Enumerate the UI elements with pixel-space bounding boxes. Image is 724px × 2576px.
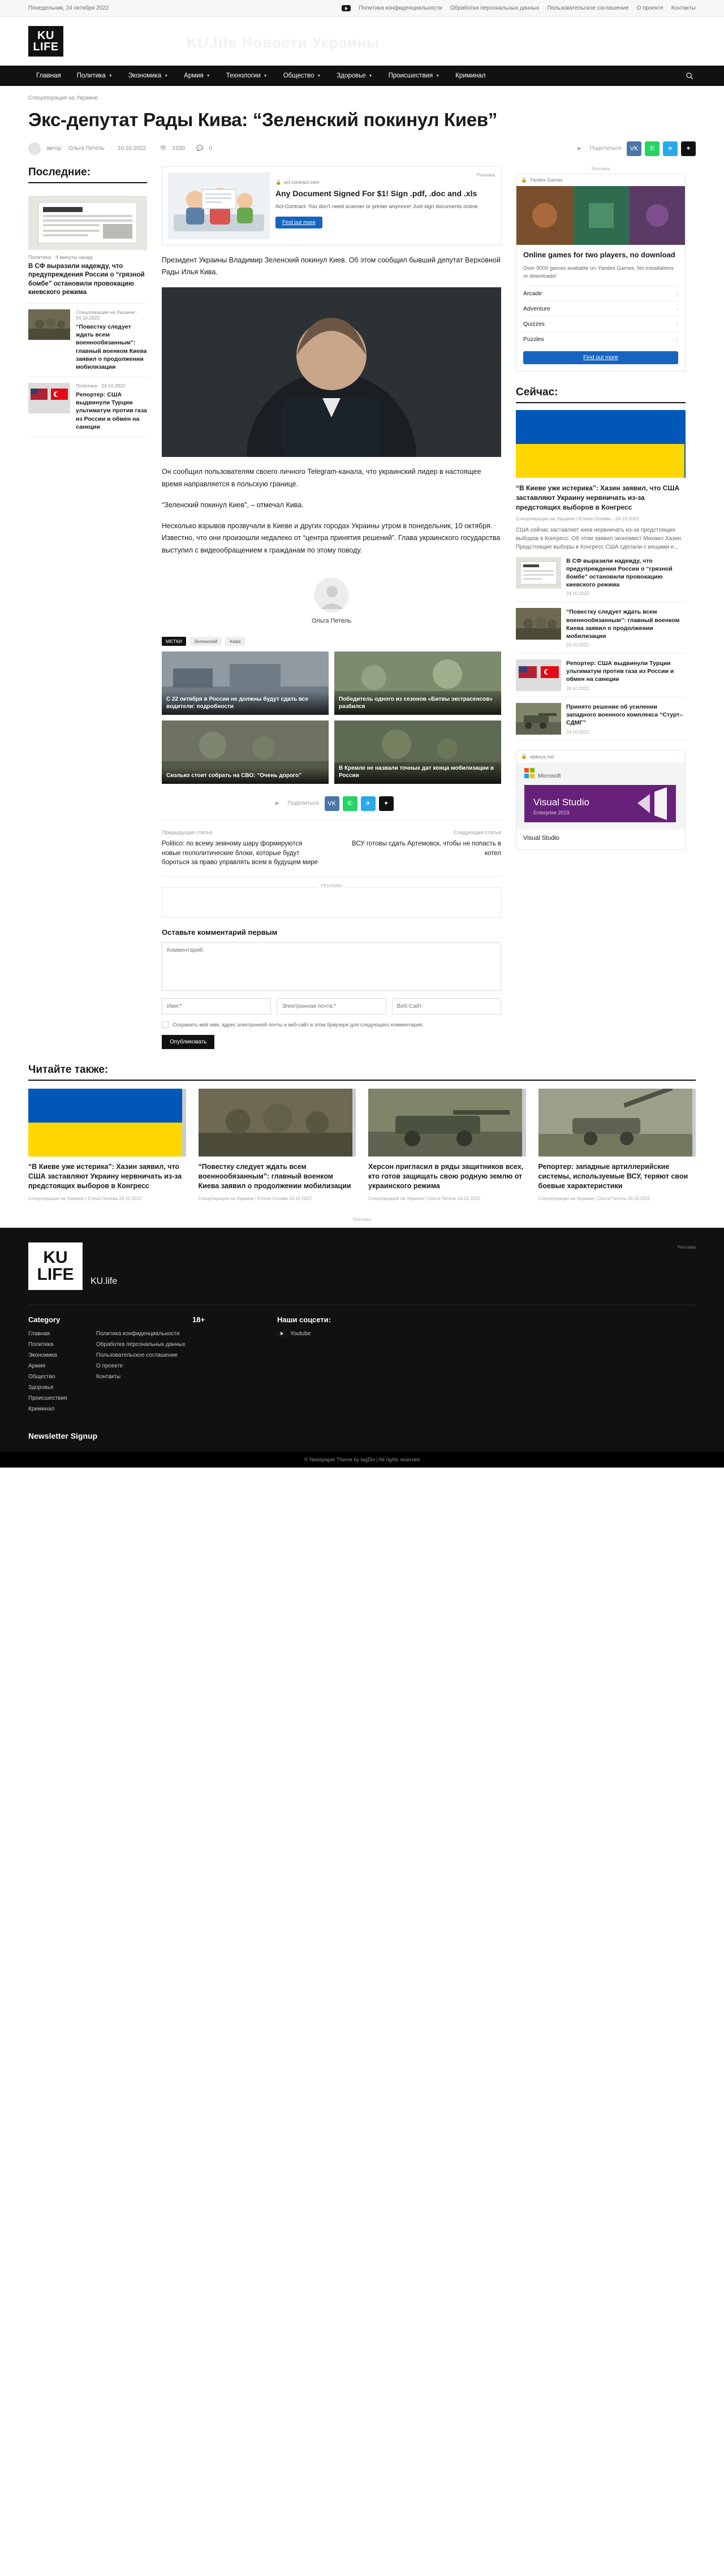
footer-social-column xyxy=(277,1315,696,1417)
site-footer xyxy=(0,1228,724,1452)
list-item[interactable] xyxy=(516,602,686,654)
nav-label: Технологии xyxy=(226,72,261,79)
ad-source xyxy=(275,179,495,185)
previous-label: Предыдущая статья xyxy=(162,829,213,836)
read-also-card[interactable] xyxy=(538,1089,696,1202)
next-title[interactable]: ВСУ готовы сдать Артемовск, чтобы не попасть в котел xyxy=(352,840,501,857)
footer-logo[interactable] xyxy=(28,1242,83,1290)
ad-source-domain: act-contract.com xyxy=(283,179,320,185)
logo-line-2: LIFE xyxy=(33,41,59,53)
topbar-link-personal-data[interactable]: Обработка персональных данных xyxy=(450,5,540,11)
ad-label: Реклама xyxy=(476,172,495,178)
chevron-right-icon: › xyxy=(676,336,678,343)
list-item-meta: 24.10.2022 xyxy=(566,642,589,648)
list-item[interactable] xyxy=(28,304,147,377)
footer-link-army[interactable]: Армия xyxy=(28,1362,46,1369)
ad-slot xyxy=(162,883,501,918)
nav-label: Политика xyxy=(76,72,106,79)
view-count: 1030 xyxy=(172,145,186,152)
nav-label: Главная xyxy=(36,72,61,79)
chevron-right-icon: › xyxy=(676,291,678,297)
footer-link-terms[interactable]: Пользовательское соглашение xyxy=(96,1352,178,1358)
age-rating: 18+ xyxy=(192,1315,205,1324)
now-heading: Сейчас: xyxy=(516,386,686,403)
related-card[interactable] xyxy=(162,720,329,784)
svg-text:Microsoft: Microsoft xyxy=(538,773,561,780)
thumbnail-tank xyxy=(516,703,561,735)
ad-title[interactable]: Any Document Signed For $1! Sign .pdf, .doc and .xls xyxy=(275,188,477,198)
topbar-link-contacts[interactable]: Контакты xyxy=(671,5,696,11)
youtube-icon[interactable] xyxy=(342,5,351,11)
chevron-down-icon: ▼ xyxy=(317,74,321,78)
search-icon[interactable] xyxy=(686,72,696,80)
nav-item-army[interactable] xyxy=(176,66,218,86)
nav-item-crime[interactable] xyxy=(447,66,493,86)
footer-category-column xyxy=(28,1315,96,1417)
ad-title[interactable]: Visual Studio xyxy=(523,835,560,842)
article-paragraph: Несколько взрывов прозвучали в Киеве и других городах Украины утром в понедельник, 10 октября. Известно, что они произошли недалеко от “центра принятия решений”. Глава украинского государства выступил с видеообращением к гражданам по этому поводу. xyxy=(162,522,501,554)
telegram-icon[interactable]: ✈ xyxy=(361,796,376,811)
ad-source-name: Yandex Games xyxy=(529,177,563,183)
nav-item-economics[interactable] xyxy=(120,66,176,86)
footer-link-contacts[interactable]: Контакты xyxy=(96,1373,121,1380)
comments-heading: Оставьте комментарий первым xyxy=(162,927,278,937)
list-item[interactable] xyxy=(516,654,686,697)
read-also-meta: Спецоперация на Украине | Ольга Петель 24.10.2022 xyxy=(538,1196,650,1201)
footer-link-health[interactable]: Здоровье xyxy=(28,1384,54,1391)
read-also-card[interactable] xyxy=(28,1089,186,1202)
chevron-down-icon: ▼ xyxy=(108,74,113,78)
nav-item-society[interactable] xyxy=(275,66,329,86)
right-sidebar xyxy=(516,166,686,850)
footer-legal-column xyxy=(96,1315,192,1417)
save-info-row xyxy=(162,1021,501,1028)
comment-name-field[interactable] xyxy=(162,998,271,1015)
chevron-down-icon: ▼ xyxy=(164,74,169,78)
vk-icon[interactable]: VK xyxy=(325,796,339,811)
list-item-category[interactable]: Политика · 4 минуты назад xyxy=(28,254,93,260)
svg-text:Enterprise 2019: Enterprise 2019 xyxy=(533,810,570,816)
logo-line-1: KU xyxy=(37,29,54,42)
tags-label: МЕТКИ xyxy=(162,637,186,646)
nav-item-incidents[interactable] xyxy=(381,66,448,86)
nav-label: Здоровье xyxy=(337,72,366,79)
list-item-title[interactable]: Репортер: США выдвинули Турции ультиматум против газа из России и обмен на санкции xyxy=(76,391,147,430)
lock-icon: 🔒 xyxy=(521,176,527,183)
now-featured-meta: Спецоперация на Украине | Елена Осеева - 24.10.2022 xyxy=(516,515,640,521)
comment-icon: 💬 xyxy=(196,145,204,152)
ad-illustration xyxy=(168,172,270,239)
ad-menu-item-quizzes[interactable] xyxy=(523,316,678,331)
previous-article[interactable] xyxy=(162,830,331,868)
article-paragraph: Он сообщил пользователям своего личного Telegram-канала, что украинский лидер в настоящее время направляется в польскую границе. xyxy=(162,468,481,488)
related-cards-grid xyxy=(162,651,501,784)
avatar xyxy=(314,578,348,612)
read-also-card[interactable] xyxy=(199,1089,356,1202)
read-also-title[interactable]: Репортер: западные артиллерийские системы, используемые ВСУ, теряют свои боевые характеристики xyxy=(538,1162,688,1190)
telegram-icon[interactable]: ✈ xyxy=(663,141,678,156)
related-card-title: С 22 октября в России не должны будут сдать все водители: подробности xyxy=(162,691,329,715)
thumbnail-soldiers xyxy=(199,1089,356,1157)
more-icon[interactable]: ✦ xyxy=(379,796,394,811)
next-article[interactable] xyxy=(331,830,501,868)
menu-label: Arcade xyxy=(523,290,542,297)
nav-label: Армия xyxy=(184,72,204,79)
ad-source xyxy=(516,174,685,186)
read-also-card[interactable] xyxy=(368,1089,526,1202)
read-also-meta: Спецоперация на Украине | Елена Осеева 24.10.2022 xyxy=(28,1196,142,1201)
ad-menu-item-adventure[interactable] xyxy=(523,301,678,316)
site-header xyxy=(0,17,724,66)
nav-item-home[interactable] xyxy=(28,66,69,86)
article-byline xyxy=(28,141,696,156)
ad-source xyxy=(516,750,685,762)
svg-text:Visual Studio: Visual Studio xyxy=(533,797,589,808)
chevron-right-icon: › xyxy=(676,306,678,312)
ad-cta-button[interactable]: Find out more xyxy=(275,217,322,228)
ad-description: Over 9000 games available on Yandex Games. No installations or downloads! xyxy=(523,265,674,279)
list-item-title[interactable]: В СФ выразили надежду, что предупреждения России о “грязной бомбе” остановили провокацию киевского режима xyxy=(28,262,145,296)
read-also-title[interactable]: Херсон пригласил в ряды защитников всех, кто готов защищать свою родную землю от украинского режима xyxy=(368,1162,524,1190)
footer-copyright: © Newspaper Theme by tagDiv | All rights reserved xyxy=(0,1452,724,1468)
list-item-category[interactable]: Спецоперация на Украине · 24.10.2022 xyxy=(76,309,138,321)
article-body xyxy=(162,166,501,1049)
tag-item[interactable]: Кива xyxy=(225,637,245,646)
comment-website-field[interactable] xyxy=(392,998,501,1015)
nav-item-technology[interactable] xyxy=(218,66,275,86)
footer-ad-label: Реклама xyxy=(677,1244,696,1250)
lock-icon: 🔒 xyxy=(521,753,527,760)
thumbnail-newspaper xyxy=(28,196,147,250)
nav-item-politics[interactable] xyxy=(69,66,120,86)
site-logo[interactable] xyxy=(28,26,63,57)
thumbnail-soldiers xyxy=(516,608,561,640)
top-bar-links xyxy=(342,5,696,11)
menu-label: Puzzles xyxy=(523,336,544,343)
widget-ad-label: Реклама xyxy=(591,166,610,171)
youtube-icon xyxy=(277,1331,286,1337)
list-item-title[interactable]: “Повестку следует ждать всем военнообязанным”: главный военком Киева заявил о продолжении мобилизации xyxy=(566,609,680,640)
comment-email-field[interactable] xyxy=(277,998,386,1015)
read-also-title[interactable]: “В Киеве уже истерика”: Хазин заявил, что США заставляют Украину нервничать из-за предстоящих выборов в Конгресс xyxy=(28,1162,182,1190)
topbar-link-terms[interactable]: Пользовательское соглашение xyxy=(547,5,629,11)
footer-logo-line-2: LIFE xyxy=(37,1265,74,1284)
article-paragraph: “Зеленский покинул Киев”, – отмечал Кива. xyxy=(162,500,304,509)
list-item-meta: 24.10.2022 xyxy=(566,591,589,597)
nav-item-health[interactable] xyxy=(329,66,380,86)
read-also-heading: Читайте также: xyxy=(28,1064,696,1081)
previous-title[interactable]: Politico: по всему земному шару формируются новые геополитические блоки, которые будут бороться за право управлять всем в будущем мире xyxy=(162,840,318,866)
thumbnail-soldiers xyxy=(28,309,70,340)
thumbnail-ukraine-flag xyxy=(516,410,686,478)
share-icon[interactable]: ➤ xyxy=(572,141,587,156)
ad-title[interactable]: Online games for two players, no download xyxy=(523,250,675,259)
list-item[interactable] xyxy=(28,377,147,437)
footer-site-name: KU.life xyxy=(90,1276,118,1286)
submit-comment-button[interactable]: Опубликовать xyxy=(162,1035,214,1049)
chevron-down-icon: ▼ xyxy=(206,74,210,78)
thumbnail-ukraine-flag xyxy=(28,1089,186,1157)
top-bar xyxy=(0,0,724,17)
footer-category-heading: Category xyxy=(28,1315,61,1324)
nav-label: Происшествия xyxy=(388,72,433,79)
save-info-label: Сохранить моё имя, адрес электронной почты и веб-сайт в этом браузере для следующего комментария. xyxy=(173,1021,424,1028)
header-watermark: KU.life Новости Украины xyxy=(187,34,380,51)
list-item-title[interactable]: Принято решение об усилении западного военного комплекса “Стурт–СДМГ” xyxy=(566,704,683,727)
list-item-category[interactable]: Политика · 24.10.2022 xyxy=(76,383,126,389)
footer-logo-line-1: KU xyxy=(43,1248,68,1267)
article-paragraph: Президент Украины Владимир Зеленский покинул Киев. Об этом сообщил бывший депутат Верховной Рады Илья Кива. xyxy=(162,256,501,277)
nav-label: Экономика xyxy=(128,72,162,79)
now-featured[interactable] xyxy=(516,410,686,551)
ad-source-domain: vipkeys.net xyxy=(529,753,554,760)
chevron-down-icon: ▼ xyxy=(368,74,373,78)
divider: - xyxy=(110,145,113,152)
topbar-link-privacy[interactable]: Политика конфиденциальности xyxy=(359,5,442,11)
list-item-title[interactable]: “Повестку следует ждать всем военнообязанным”: главный военком Киева заявил о продолжении мобилизации xyxy=(76,323,147,370)
bottom-ad-label: Реклама xyxy=(352,1216,372,1222)
publish-date: 10.10.2022 xyxy=(118,145,146,152)
list-item-meta: 24.10.2022 xyxy=(566,729,589,735)
author-name[interactable]: Ольга Петель xyxy=(68,145,105,152)
ad-menu-item-arcade[interactable] xyxy=(523,286,678,301)
page-title: Экс-депутат Рады Кива: “Зеленский покинул Киев” xyxy=(28,109,498,130)
thumbnail-flags xyxy=(28,383,70,413)
comment-count: 0 xyxy=(209,145,213,152)
share-label: Поделиться xyxy=(589,145,621,152)
ad-banner-image xyxy=(516,186,685,245)
ad-description: Act-Contract: You don’t need scanner or printer anymore! Just sign documents online. xyxy=(275,204,480,210)
comment-textarea[interactable] xyxy=(162,942,501,991)
ad-slot-label: РЕКЛАМА xyxy=(317,883,346,888)
whatsapp-icon[interactable]: ✆ xyxy=(343,796,357,811)
menu-label: Adventure xyxy=(523,305,550,313)
related-card-title: В Кремле не назвали точных дат конца мобилизации в России xyxy=(334,760,501,784)
now-featured-excerpt: США сейчас заставляет киев нервничать из-за предстоящих выборов в Конгресс. Об этом заявил экономист Михаил Хазин. Предстоящие выборы в Конгресс США сделали с вещами и... xyxy=(516,527,683,550)
related-card-title: Сколько стоит собрать на СВО: “Очень дорого” xyxy=(162,767,329,784)
menu-label: Quizzes xyxy=(523,321,545,328)
eye-icon: 👁 xyxy=(160,145,167,152)
read-also-meta: Спецоперация на Украине | Ольга Петель 24.10.2022 xyxy=(368,1196,481,1201)
tag-item[interactable]: Зеленский xyxy=(189,637,222,646)
chevron-down-icon: ▼ xyxy=(436,74,440,78)
vk-icon[interactable]: VK xyxy=(627,141,641,156)
footer-link-politics[interactable]: Политика xyxy=(28,1341,54,1348)
thumbnail-politics xyxy=(516,557,561,589)
whatsapp-icon[interactable]: ✆ xyxy=(645,141,660,156)
latest-heading: Последние: xyxy=(28,166,147,183)
chevron-down-icon: ▼ xyxy=(263,74,268,78)
ad-banner-image xyxy=(516,762,685,829)
nav-list xyxy=(28,66,493,86)
footer-age-column xyxy=(192,1315,277,1417)
bottom-share-bar xyxy=(162,796,501,811)
breadcrumb[interactable]: Спецоперация на Украине xyxy=(28,95,98,101)
footer-link-society[interactable]: Общество xyxy=(28,1373,55,1380)
visual-studio-ad[interactable] xyxy=(516,750,686,850)
read-also-meta: Спецоперация на Украине | Елена Осеева 24.10.2022 xyxy=(198,1196,312,1201)
footer-social-heading: Наши соцсети: xyxy=(277,1315,331,1324)
tag-list xyxy=(162,637,501,646)
nav-label: Общество xyxy=(283,72,314,79)
next-label: Следующая статья xyxy=(453,829,501,836)
read-also-title[interactable]: “Повестку следует ждать всем военнообязанным”: главный военком Киева заявил о продолжении мобилизации xyxy=(198,1162,351,1190)
list-item-meta: 24.10.2022 xyxy=(566,685,589,691)
author-card-name[interactable]: Ольга Петель xyxy=(311,617,351,624)
author-label: автор: xyxy=(46,145,63,152)
author-card xyxy=(162,566,501,628)
list-item[interactable] xyxy=(516,551,686,603)
footer-link-crime[interactable]: Криминал xyxy=(28,1405,55,1412)
thumbnail-artillery xyxy=(538,1089,696,1157)
footer-link-privacy[interactable]: Политика конфиденциальности xyxy=(96,1330,180,1337)
footer-link-incidents[interactable]: Происшествия xyxy=(28,1395,67,1401)
ad-menu-item-puzzles[interactable] xyxy=(523,331,678,347)
related-card[interactable] xyxy=(162,651,329,715)
related-card[interactable] xyxy=(334,651,501,715)
now-featured-title[interactable]: “В Киеве уже истерика”: Хазин заявил, что США заставляют Украину нервничать из-за предстоящих выборов в Конгресс xyxy=(516,484,680,511)
related-card-title: Победитель одного из сезонов «Битвы экстрасенсов» разбился xyxy=(334,691,501,715)
list-item-title[interactable]: Репортер: США выдвинули Турции ультиматум против газа из России и обмен на санкции xyxy=(566,660,674,683)
avatar xyxy=(28,143,41,155)
share-icon[interactable]: ➤ xyxy=(269,796,284,811)
list-item-title[interactable]: В СФ выразили надежду, что предупреждения России о “грязной бомбе” остановили провокацию киевского режима xyxy=(566,557,673,589)
topbar-link-about[interactable]: О проекте xyxy=(636,5,663,11)
article-hero-image xyxy=(162,287,501,457)
ad-cta-button[interactable]: Find out more xyxy=(523,351,678,364)
nav-label: Криминал xyxy=(455,72,486,79)
inline-advertisement[interactable] xyxy=(162,166,501,245)
chevron-right-icon: › xyxy=(676,321,678,327)
prev-next-nav xyxy=(162,820,501,877)
read-also-section xyxy=(28,1064,696,1202)
footer-legal-spacer xyxy=(96,1315,192,1324)
save-info-checkbox[interactable] xyxy=(162,1021,169,1028)
lock-icon: 🔒 xyxy=(275,179,282,185)
latest-sidebar xyxy=(28,166,147,437)
share-bar xyxy=(572,141,696,156)
footer-link-about[interactable]: О проекте xyxy=(96,1362,123,1369)
footer-link-economics[interactable]: Экономика xyxy=(28,1352,57,1358)
footer-social-youtube[interactable] xyxy=(277,1331,696,1337)
current-date: Понедельник, 24 октября 2022 xyxy=(28,5,109,11)
main-navigation xyxy=(0,66,724,86)
more-icon[interactable]: ✦ xyxy=(681,141,696,156)
list-item[interactable] xyxy=(28,190,147,304)
comment-fields-row xyxy=(162,998,501,1015)
share-label: Поделиться xyxy=(287,800,319,807)
newsletter-heading: Newsletter Signup xyxy=(28,1431,98,1440)
list-item[interactable] xyxy=(516,697,686,741)
thumbnail-tank xyxy=(368,1089,526,1157)
footer-social-label: Youtube xyxy=(290,1330,311,1337)
yandex-games-ad[interactable] xyxy=(516,174,686,372)
related-card[interactable] xyxy=(334,720,501,784)
thumbnail-flags xyxy=(516,659,561,691)
footer-link-home[interactable]: Главная xyxy=(28,1330,50,1337)
footer-link-personal-data[interactable]: Обработка персональных данных xyxy=(96,1341,186,1348)
